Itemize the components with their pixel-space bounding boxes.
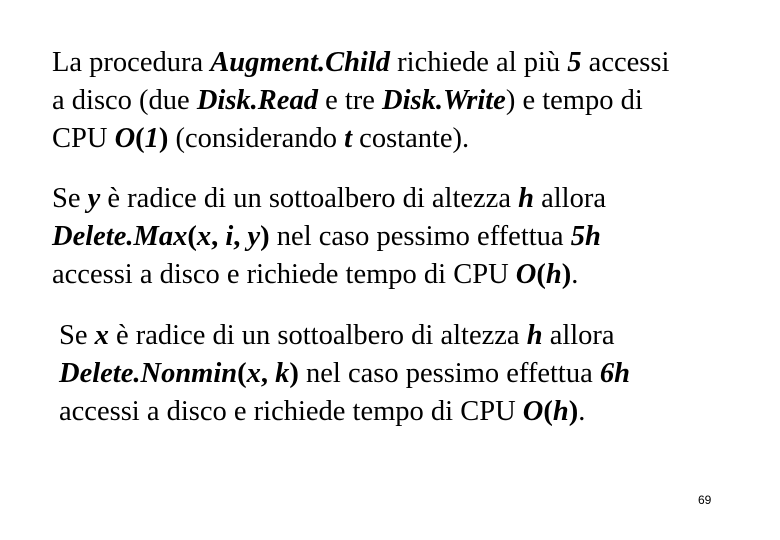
paren: ( <box>135 123 145 154</box>
text-run: accessi a disco e richiede tempo di CPU <box>52 259 516 290</box>
text-run: è radice di un sottoalbero di altezza <box>100 183 519 214</box>
paren: ) <box>260 221 270 252</box>
big-o-symbol: O <box>522 396 544 427</box>
text-run: nel caso pessimo effettua <box>298 358 600 389</box>
text-line <box>59 393 630 431</box>
text-run: richiede al più <box>390 47 568 78</box>
paren: ) <box>158 123 169 154</box>
count-value: 5 <box>567 47 582 78</box>
text-run: allora <box>542 320 615 351</box>
variable: t <box>344 123 353 154</box>
procedure-name: Delete.Nonmin <box>59 358 238 389</box>
text-line <box>59 355 630 393</box>
paren: ( <box>536 259 546 290</box>
complexity-argument: 1 <box>144 123 159 154</box>
paragraph-delete-max <box>52 180 606 294</box>
variable: h <box>518 183 534 214</box>
variable: y <box>87 183 101 214</box>
text-line <box>52 82 669 120</box>
text-run: accessi <box>581 47 670 78</box>
variable: i <box>225 221 234 252</box>
paragraph-delete-nonmin <box>59 317 630 431</box>
text-run: e tre <box>317 85 383 116</box>
paren: ) <box>561 259 572 290</box>
procedure-name: Augment.Child <box>210 47 391 78</box>
text-run: a disco (due <box>52 85 197 116</box>
comma: , <box>233 221 248 252</box>
text-line <box>52 218 606 256</box>
procedure-name: Disk.Read <box>196 85 318 116</box>
variable: x <box>94 320 109 351</box>
variable: k <box>275 358 290 389</box>
text-run: CPU <box>52 123 115 154</box>
complexity-argument: h <box>545 259 562 290</box>
text-run: Se <box>52 183 88 214</box>
text-line <box>59 317 630 355</box>
comma: , <box>211 221 226 252</box>
paren: ) <box>568 396 579 427</box>
paragraph-augment-child <box>52 44 669 158</box>
procedure-name: Disk.Write <box>382 85 506 116</box>
text-line <box>52 256 606 294</box>
text-run: è radice di un sottoalbero di altezza <box>108 320 527 351</box>
variable: x <box>196 221 212 252</box>
page-number: 69 <box>698 493 712 507</box>
text-line <box>52 44 669 82</box>
text-run: La procedura <box>52 47 211 78</box>
text-line <box>52 180 606 218</box>
complexity-argument: h <box>552 396 569 427</box>
big-o-symbol: O <box>515 259 537 290</box>
text-run: . <box>571 259 579 290</box>
text-run: costante). <box>352 123 470 154</box>
count-value: 6h <box>599 358 630 389</box>
count-value: 5h <box>570 221 601 252</box>
variable: h <box>526 320 543 351</box>
comma: , <box>260 358 276 389</box>
variable: x <box>246 358 261 389</box>
paren: ( <box>237 358 247 389</box>
text-run: Se <box>59 320 95 351</box>
variable: y <box>247 221 261 252</box>
text-line <box>52 120 669 158</box>
procedure-name: Delete.Max <box>52 221 188 252</box>
big-o-symbol: O <box>114 123 136 154</box>
paren: ( <box>543 396 553 427</box>
text-run: nel caso pessimo effettua <box>269 221 571 252</box>
text-run: ) e tempo di <box>505 85 643 116</box>
paren: ( <box>187 221 197 252</box>
text-run: allora <box>533 183 606 214</box>
text-run: . <box>578 396 586 427</box>
paren: ) <box>289 358 299 389</box>
text-run: (considerando <box>168 123 345 154</box>
text-run: accessi a disco e richiede tempo di CPU <box>59 396 523 427</box>
